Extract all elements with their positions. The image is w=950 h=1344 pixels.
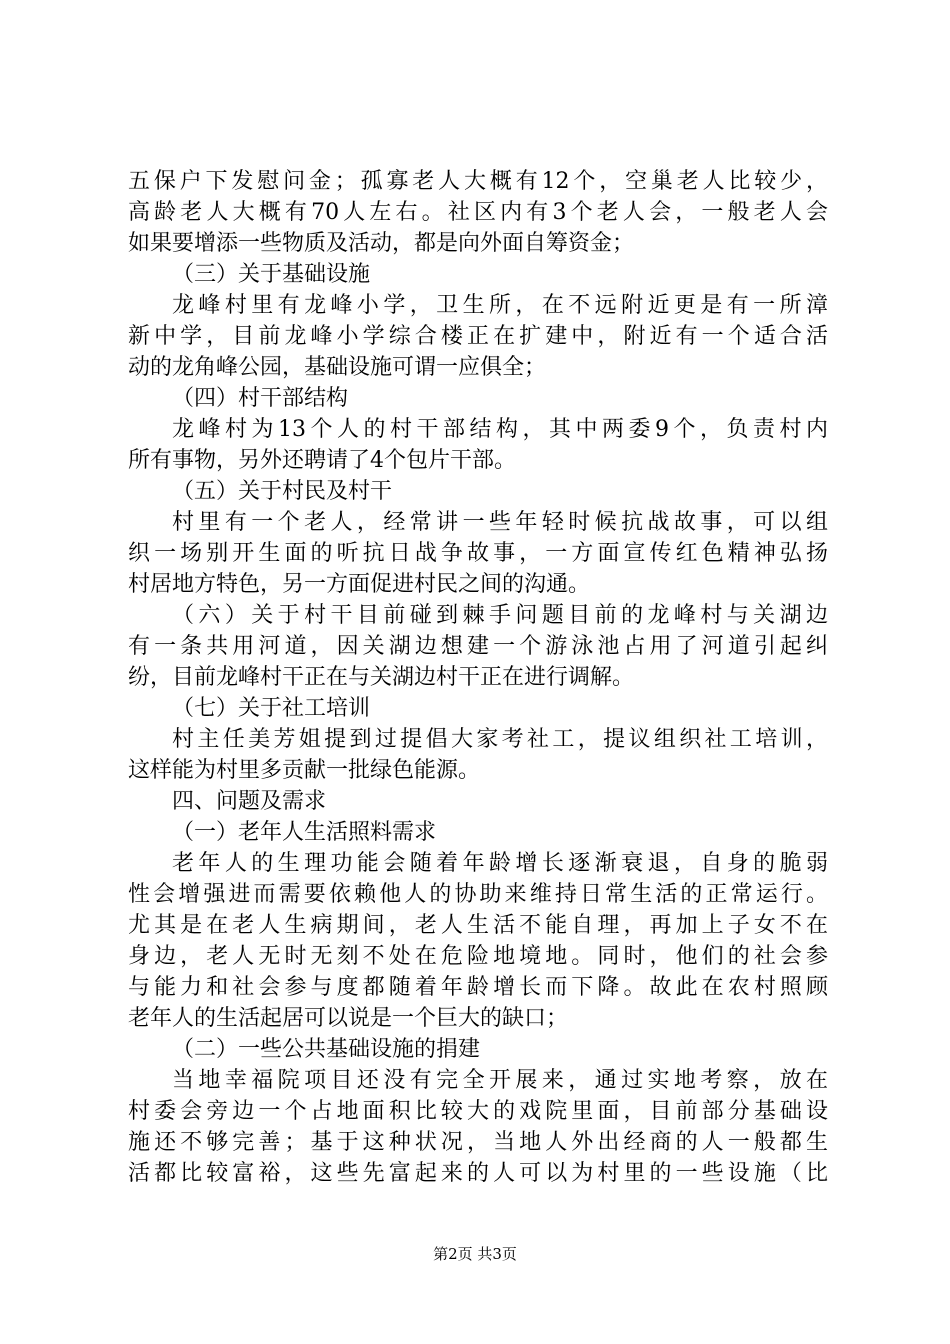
section-heading: （五）关于村民及村干	[172, 479, 393, 504]
text-line: 性会增强进而需要依赖他人的协助来维持日常生活的正常运行。	[128, 882, 828, 907]
text-line: 有一条共用河道，因关湖边想建一个游泳池占用了河道引起纠	[128, 634, 828, 659]
section-heading: 四、问题及需求	[172, 789, 327, 814]
text-line: 高龄老人大概有70人左右。社区内有3个老人会，一般老人会	[128, 200, 828, 225]
text-line: 老年人的生理功能会随着年龄增长逐渐衰退，自身的脆弱	[172, 851, 828, 876]
text-line: 动的龙角峰公园，基础设施可谓一应俱全；	[128, 355, 547, 380]
text-line: 老年人的生活起居可以说是一个巨大的缺口；	[128, 1006, 569, 1031]
text-line: 与能力和社会参与度都随着年龄增长而下降。故此在农村照顾	[128, 975, 828, 1000]
section-heading: （三）关于基础设施	[172, 262, 371, 287]
text-line: 龙峰村为13个人的村干部结构，其中两委9个，负责村内	[172, 417, 828, 442]
text-line: 龙峰村里有龙峰小学，卫生所，在不远附近更是有一所漳	[172, 293, 828, 318]
text-line: 施还不够完善；基于这种状况，当地人外出经商的人一般都生	[128, 1130, 828, 1155]
section-heading: （一）老年人生活照料需求	[172, 820, 437, 845]
section-heading: （七）关于社工培训	[172, 696, 371, 721]
text-line: 尤其是在老人生病期间，老人生活不能自理，再加上子女不在	[128, 913, 828, 938]
text-line: 村里有一个老人，经常讲一些年轻时候抗战故事，可以组	[172, 510, 828, 535]
page-number-footer: 第2页 共3页	[433, 1245, 517, 1263]
document-body	[128, 166, 828, 1189]
text-line: 村居地方特色，另一方面促进村民之间的沟通。	[128, 572, 591, 597]
text-line: 纷，目前龙峰村干正在与关湖边村干正在进行调解。	[128, 665, 635, 690]
text-line: 村主任美芳姐提到过提倡大家考社工，提议组织社工培训，	[172, 727, 828, 752]
text-line: 当地幸福院项目还没有完全开展来，通过实地考察，放在	[172, 1068, 828, 1093]
text-line: 新中学，目前龙峰小学综合楼正在扩建中，附近有一个适合活	[128, 324, 828, 349]
text-line: 五保户下发慰问金；孤寡老人大概有12个，空巢老人比较少，	[128, 169, 828, 194]
text-line: 所有事物，另外还聘请了4个包片干部。	[128, 448, 516, 473]
text-line: 活都比较富裕，这些先富起来的人可以为村里的一些设施（比	[128, 1161, 828, 1186]
text-line: 村委会旁边一个占地面积比较大的戏院里面，目前部分基础设	[128, 1099, 828, 1124]
text-line: 这样能为村里多贡献一批绿色能源。	[128, 758, 481, 783]
text-line: 织一场别开生面的听抗日战争故事，一方面宣传红色精神弘扬	[128, 541, 828, 566]
section-heading: （六）关于村干目前碰到棘手问题目前的龙峰村与关湖边	[172, 603, 828, 628]
section-heading: （四）村干部结构	[172, 386, 349, 411]
text-line: 如果要增添一些物质及活动，都是向外面自筹资金；	[128, 231, 635, 256]
text-line: 身边，老人无时无刻不处在危险地境地。同时，他们的社会参	[128, 944, 828, 969]
section-heading: （二）一些公共基础设施的捐建	[172, 1037, 481, 1062]
